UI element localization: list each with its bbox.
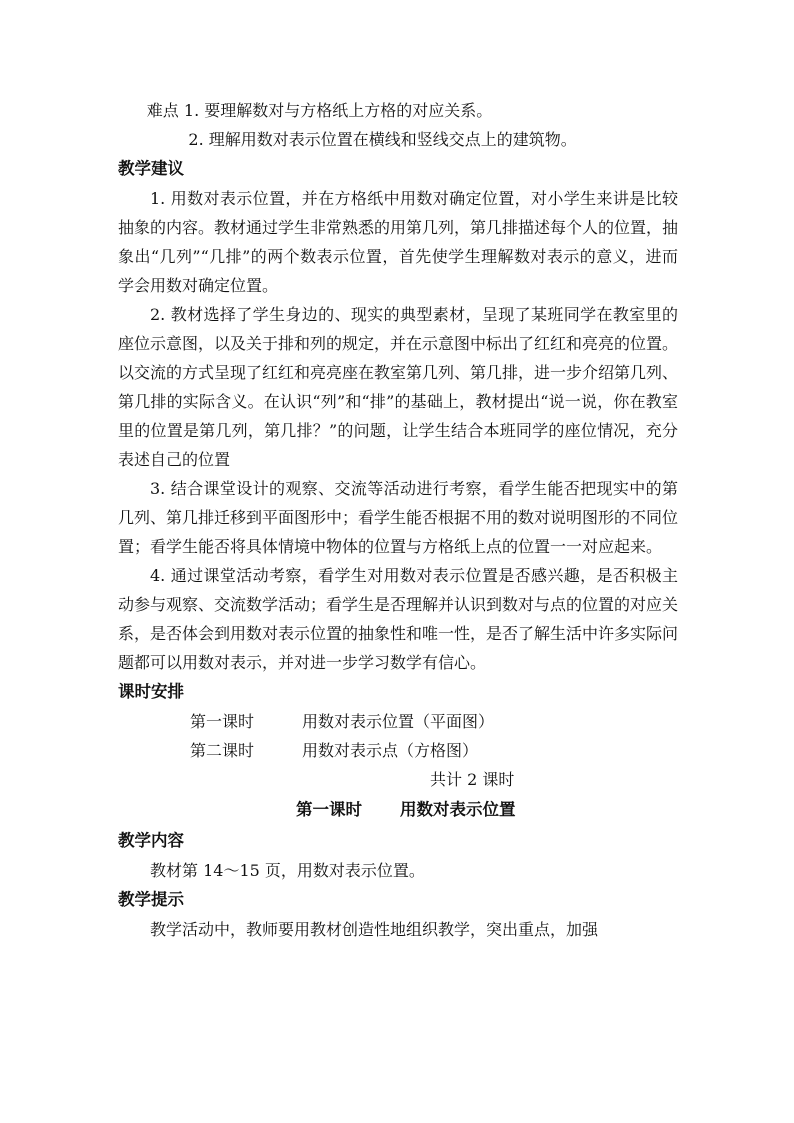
schedule-total: 共计 2 课时 xyxy=(430,770,515,789)
suggestion-paragraph-1: 1. 用数对表示位置，并在方格纸中用数对确定位置，对小学生来讲是比较抽象的内容。教材通过学生非常熟悉的用第几列，第几排描述每个人的位置，抽象出“几列”“几排”的两个数表示位置，首先使学生理解数对表示的意义，进而学会用数对确定位置。 xyxy=(118,189,679,295)
hints-text: 教学活动中，教师要用教材创造性地组织教学，突出重点，加强 xyxy=(150,920,599,939)
suggestion-paragraph-3: 3. 结合课堂设计的观察、交流等活动进行考察，看学生能否把现实中的第几列、第几排迁移到平面图形中；看学生能否根据不用的数对说明图形的不同位置；看学生能否将具体情境中物体的位置与方格纸上点的位置一一对应起来。 xyxy=(118,479,679,556)
lesson-period: 第一课时 xyxy=(296,800,362,819)
schedule-period: 第二课时 xyxy=(190,741,255,760)
difficulty-line-2: 2. 理解用数对表示位置在横线和竖线交点上的建筑物。 xyxy=(188,130,577,149)
section-heading-suggestions: 教学建议 xyxy=(118,159,184,178)
section-heading-content: 教学内容 xyxy=(118,831,184,850)
content-text: 教材第 14～15 页，用数对表示位置。 xyxy=(150,861,425,880)
suggestion-paragraph-2: 2. 教材选择了学生身边的、现实的典型素材，呈现了某班同学在教室里的座位示意图，以及关于排和列的规定，并在示意图中标出了红红和亮亮的位置。以交流的方式呈现了红红和亮亮座在教室第几列、第几排，进一步介绍第几列、第几排的实际含义。在认识“列”和“排”的基础上，教材提出“说一说，你在教室里的位置是第几列，第几排？”的问题，让学生结合本班同学的座位情况，充分表述自己的位置 xyxy=(118,305,679,469)
schedule-topic: 用数对表示位置（平面图） xyxy=(302,712,495,731)
schedule-row xyxy=(118,707,678,736)
difficulty-line-1: 难点 1. 要理解数对与方格纸上方格的对应关系。 xyxy=(146,101,493,120)
schedule-period: 第一课时 xyxy=(190,712,255,731)
section-heading-schedule: 课时安排 xyxy=(118,682,184,701)
schedule-row xyxy=(118,736,678,765)
lesson-name: 用数对表示位置 xyxy=(400,800,516,819)
schedule-topic: 用数对表示点（方格图） xyxy=(302,741,479,760)
suggestion-paragraph-4: 4. 通过课堂活动考察，看学生对用数对表示位置是否感兴趣，是否积极主动参与观察、交流数学活动；看学生是否理解并认识到数对与点的位置的对应关系，是否体会到用数对表示位置的抽象性和唯一性，是否了解生活中许多实际问题都可以用数对表示，并对进一步学习数学有信心。 xyxy=(118,566,679,672)
document-body xyxy=(118,96,678,944)
section-heading-hints: 教学提示 xyxy=(118,890,184,909)
lesson-title xyxy=(118,794,678,826)
